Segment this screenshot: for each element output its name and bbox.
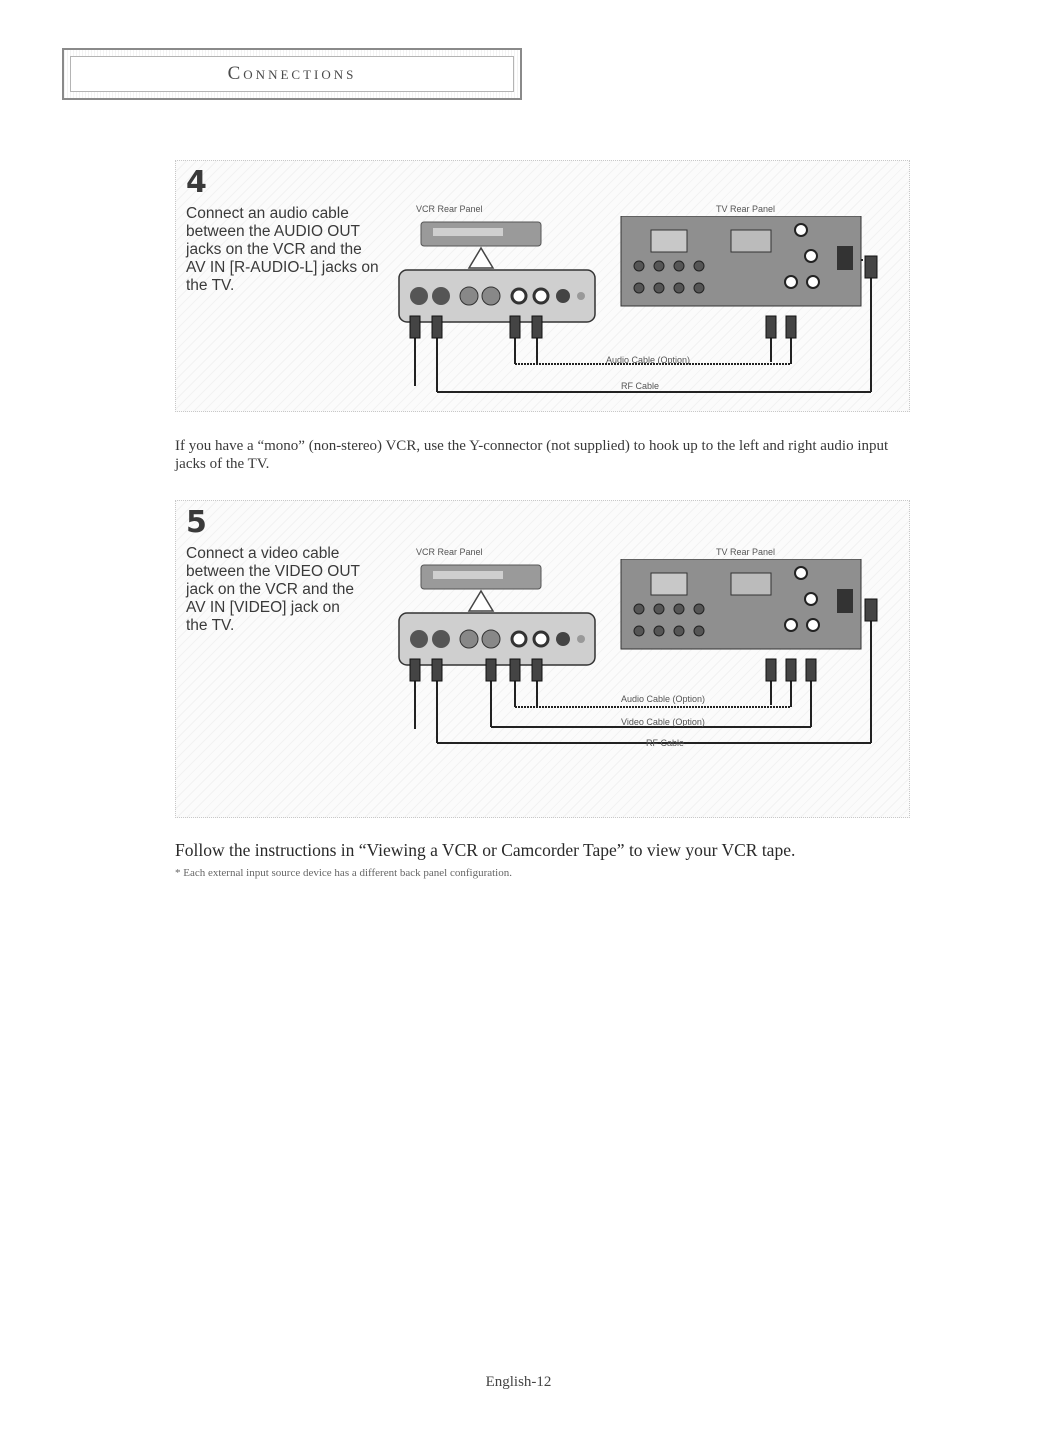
zoom-arrow-icon (469, 591, 493, 611)
mono-note: If you have a “mono” (non-stereo) VCR, use the Y-connector (not supplied) to hook up to the left and right audio input jacks of the TV. (175, 438, 889, 472)
step-4-number: 4 (186, 165, 207, 200)
page-number: English-12 (485, 1374, 552, 1390)
step-5-number: 5 (186, 505, 207, 540)
step-5-box (175, 500, 910, 818)
section-header (62, 48, 522, 100)
follow-instructions-text: Follow the instructions in “Viewing a VCR or Camcorder Tape” to view your VCR tape. (175, 840, 796, 860)
audio-cable-label: Audio Cable (Option) (621, 694, 706, 704)
rf-cable-label: RF Cable (646, 738, 685, 748)
configuration-note: * Each external input source device has a different back panel configuration. (175, 867, 512, 879)
video-cable-label: Video Cable (Option) (621, 717, 705, 727)
vcr-panel-label: VCR Rear Panel (416, 547, 483, 557)
vcr-panel-label: VCR Rear Panel (416, 204, 483, 214)
step-4-diagram (381, 216, 901, 406)
step-4-box (175, 160, 910, 412)
zoom-arrow-icon (469, 248, 493, 268)
section-title: Connections (227, 63, 357, 84)
tv-panel-label: TV Rear Panel (716, 547, 776, 557)
section-header-inner (70, 56, 514, 92)
step-5-text: Connect a video cable between the VIDEO OUT jack on the VCR and the AV IN [VIDEO] jack on the TV. (186, 545, 360, 634)
audio-cable-label: Audio Cable (Option) (606, 355, 691, 365)
rf-cable-label: RF Cable (621, 381, 660, 391)
step-4-text: Connect an audio cable between the AUDIO OUT jacks on the VCR and the AV IN [R-AUDIO-L] jacks on the TV. (186, 205, 379, 294)
tv-panel-label: TV Rear Panel (716, 204, 776, 214)
